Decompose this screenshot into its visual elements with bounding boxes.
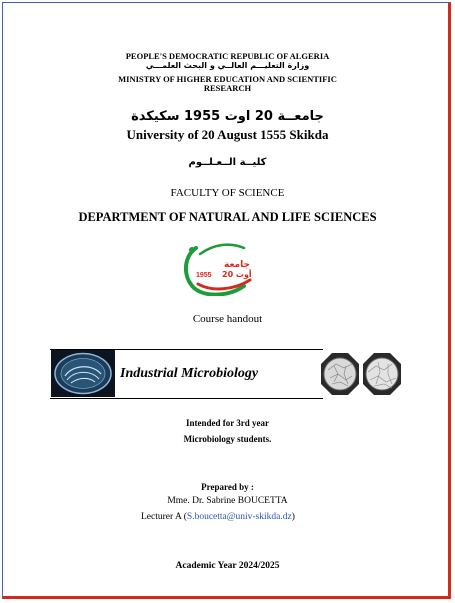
ministry-line-1: MINISTRY OF HIGHER EDUCATION AND SCIENTIFIC	[118, 74, 337, 84]
banner-bottom-rule	[50, 398, 323, 399]
university-arabic: جامعــة 20 اوت 1955 سكيكدة	[131, 109, 324, 124]
course-title: Industrial Microbiology	[120, 366, 259, 381]
academic-year: Academic Year 2024/2025	[175, 561, 280, 571]
author-role: Lecturer A	[141, 512, 182, 522]
ministry-arabic: وزارة التعليـــم العالــي و البحث العلمـــي	[145, 61, 310, 70]
logo-year: 1955	[196, 272, 212, 279]
logo-text-arabic: جامعة	[224, 260, 250, 270]
ministry-line-2: RESEARCH	[203, 83, 252, 93]
petri-dish-image	[51, 350, 115, 397]
department-name: DEPARTMENT OF NATURAL AND LIFE SCIENCES	[78, 210, 377, 224]
country-name: PEOPLE'S DEMOCRATIC REPUBLIC OF ALGERIA	[125, 51, 330, 61]
university-logo	[182, 240, 262, 296]
bacteria-plate-image-1	[320, 352, 360, 396]
email-open-paren: (	[183, 512, 187, 522]
faculty-name: FACULTY OF SCIENCE	[170, 187, 285, 199]
email-close-paren: )	[291, 512, 295, 522]
bacteria-plate-image-2	[362, 352, 402, 396]
audience-line-1: Intended for 3rd year	[185, 418, 270, 428]
prepared-by-label: Prepared by :	[201, 482, 254, 492]
author-role-line	[141, 512, 295, 522]
logo-text-date: 20 أوت	[222, 270, 252, 279]
university-name: University of 20 August 1555 Skikda	[126, 127, 329, 142]
faculty-arabic: كليــة الــعـلــوم	[188, 157, 267, 168]
course-handout-label: Course handout	[192, 313, 263, 325]
author-name: Mme. Dr. Sabrine BOUCETTA	[167, 496, 288, 506]
author-email-link[interactable]: S.boucetta@univ-skikda.dz	[186, 512, 292, 522]
audience-line-2: Microbiology students.	[183, 434, 272, 444]
